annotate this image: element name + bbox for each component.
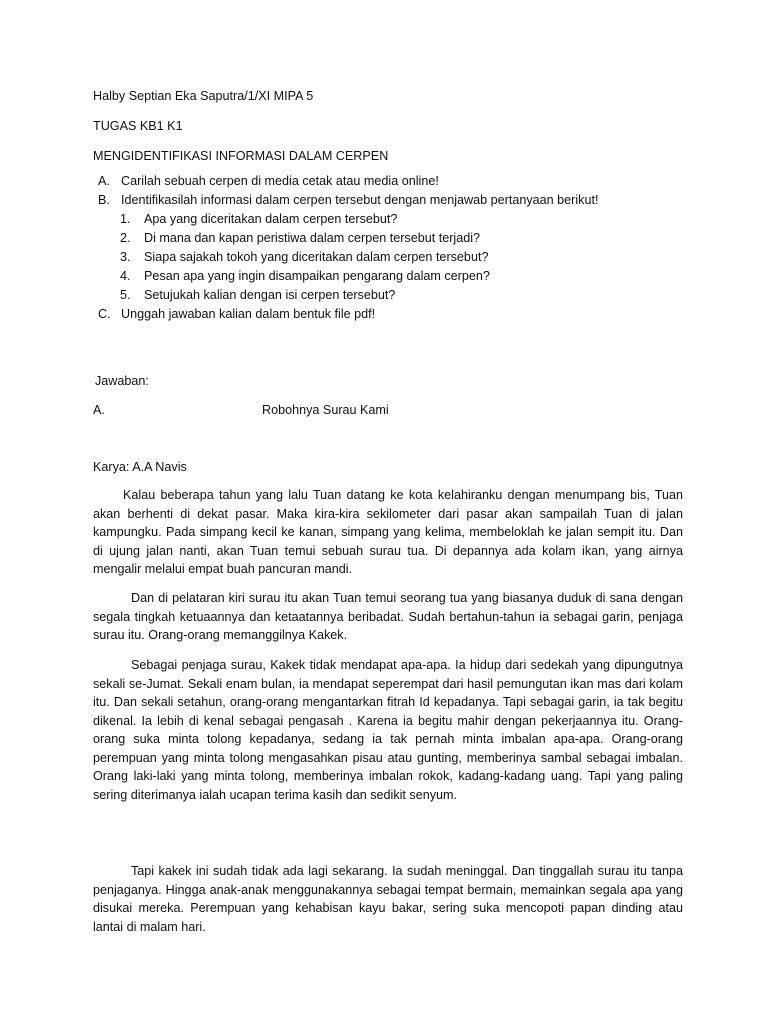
author-line: Halby Septian Eka Saputra/1/XI MIPA 5 — [93, 89, 314, 103]
question-number: 3. — [120, 250, 131, 264]
question-text: Pesan apa yang ingin disampaikan pengarang dalam cerpen? — [144, 269, 490, 283]
paragraph-text: Sebagai penjaga surau, Kakek tidak mendapat apa-apa. Ia hidup dari sedekah yang dipungutnya sekali se-Jumat. Sekali enam bulan, ia mendapat seperempat dari hasil pemungutan ikan mas dari kolam itu. Dan sekali setahun, orang-orang mengantarkan fitrah Id kepadanya. Tapi sebagai garin, ia tak begitu dikenal. Ia lebih di kenal sebagai pengasah . Karena ia begitu mahir dengan pekerjaannya itu. Orang-orang suka minta tolong kepadanya, sedang ia tak pernah minta imbalan apa-apa. Orang-orang perempuan yang minta tolong mengasahkan pisau atau gunting, memberinya sambal sebagai imbalan. Orang laki-laki yang minta tolong, memberinya imbalan rokok, kadang-kadang uang. Tapi yang paling sering diterimanya ialah ucapan terima kasih dan sedikit senyum. — [93, 658, 683, 802]
question-text: Apa yang diceritakan dalam cerpen tersebut? — [144, 212, 398, 226]
question-text: Setujukah kalian dengan isi cerpen tersebut? — [144, 288, 396, 302]
instruction-text: Carilah sebuah cerpen di media cetak atau media online! — [121, 174, 439, 188]
topic-title: MENGIDENTIFIKASI INFORMASI DALAM CERPEN — [93, 149, 389, 163]
task-title: TUGAS KB1 K1 — [93, 119, 183, 133]
story-paragraph — [93, 656, 683, 804]
question-number: 4. — [120, 269, 131, 283]
instruction-marker: B. — [98, 193, 110, 207]
question-number: 5. — [120, 288, 131, 302]
answer-marker: A. — [93, 403, 105, 417]
question-text: Di mana dan kapan peristiwa dalam cerpen tersebut terjadi? — [144, 231, 481, 245]
paragraph-text: Tapi kakek ini sudah tidak ada lagi sekarang. Ia sudah meninggal. Dan tinggallah surau itu tanpa penjaganya. Hingga anak-anak menggunakannya sebagai tempat bermain, memainkan segala apa yang disukai mereka. Perempuan yang kehabisan kayu bakar, sering suka mencopoti papan dinding atau lantai di malam hari. — [93, 864, 683, 934]
story-paragraph — [93, 862, 683, 936]
question-number: 1. — [120, 212, 131, 226]
question-text: Siapa sajakah tokoh yang diceritakan dalam cerpen tersebut? — [144, 250, 489, 264]
story-author: Karya: A.A Navis — [93, 460, 187, 474]
story-paragraph — [93, 486, 683, 579]
story-paragraph — [93, 589, 683, 645]
question-number: 2. — [120, 231, 131, 245]
paragraph-text: Dan di pelataran kiri surau itu akan Tuan temui seorang tua yang biasanya duduk di sana dengan segala tingkah ketuaannya dan ketaatannya beribadat. Sudah bertahun-tahun ia sebagai garin, penjaga surau itu. Orang-orang memanggilnya Kakek. — [93, 591, 683, 642]
story-title: Robohnya Surau Kami — [262, 403, 389, 417]
answer-label: Jawaban: — [95, 374, 149, 388]
paragraph-text: Kalau beberapa tahun yang lalu Tuan datang ke kota kelahiranku dengan menumpang bis, Tuan akan berhenti di dekat pasar. Maka kira-kira sekilometer dari pasar akan sampailah Tuan di jalan kampungku. Pada simpang kecil ke kanan, simpang yang kelima, membeloklah ke jalan sempit itu. Dan di ujung jalan nanti, akan Tuan temui sebuah surau tua. Di depannya ada kolam ikan, yang airnya mengalir melalui empat buah pancuran mandi. — [93, 488, 683, 576]
instruction-text: Unggah jawaban kalian dalam bentuk file pdf! — [121, 307, 376, 321]
instruction-marker: A. — [98, 174, 110, 188]
instruction-marker: C. — [98, 307, 111, 321]
instruction-text: Identifikasilah informasi dalam cerpen tersebut dengan menjawab pertanyaan berikut! — [121, 193, 599, 207]
